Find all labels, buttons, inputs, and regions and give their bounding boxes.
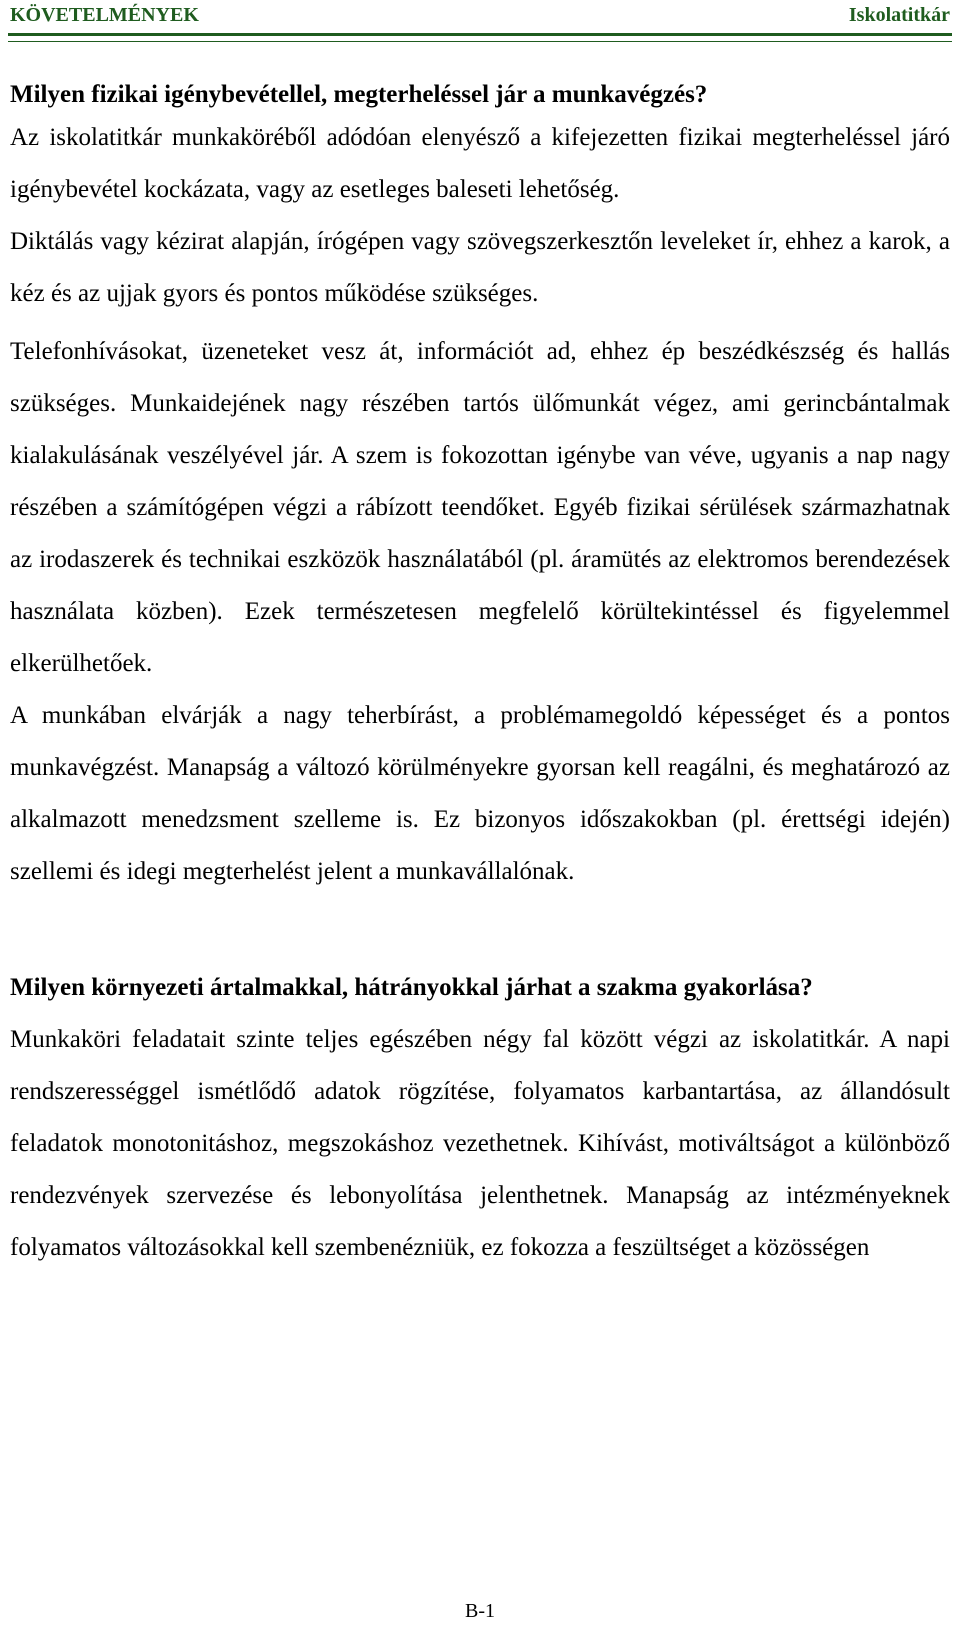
section-spacer [10,898,950,962]
section1-paragraph-1: Az iskolatitkár munkaköréből adódóan elenyésző a kifejezetten fizikai megterheléssel járó igénybevétel kockázata, vagy az esetleges baleseti lehetőség. [10,124,950,203]
header-job-title: Iskolatitkár [848,4,950,26]
page-number: B-1 [465,1600,495,1622]
document-body [10,80,950,1274]
page-footer [0,1600,960,1623]
header-section-title: KÖVETELMÉNYEK [10,4,199,26]
section1-paragraph-4: A munkában elvárják a nagy teherbírást, a problémamegoldó képességet és a pontos munkavégzést. Manapság a változó körülményekre gyorsan kell reagálni, és meghatározó az alkalmazott menedzsment szelleme is. Ez bizonyos időszakokban (pl. érettségi idején) szellemi és idegi megterhelést jelent a munkavállalónak. [10,702,950,885]
section1-paragraph-3: Telefonhívásokat, üzeneteket vesz át, információt ad, ehhez ép beszédkészség és hallás szükséges. Munkaidejének nagy részében tartós ülőmunkát végez, ami gerincbántalmak kialakulásának veszélyével jár. A szem is fokozottan igénybe van véve, ugyanis a nap nagy részében a számítógépen végzi a rábízott teendőket. Egyéb fizikai sérülések származhatnak az irodaszerek és technikai eszközök használatából (pl. áramütés az elektromos berendezések használata közben). Ezek természetesen megfelelő körültekintéssel és figyelemmel elkerülhetőek. [10,338,950,677]
section2-paragraph-1: Munkaköri feladatait szinte teljes egészében négy fal között végzi az iskolatitkár. A napi rendszerességgel ismétlődő adatok rögzítése, folyamatos karbantartása, az állandósult feladatok monotonitáshoz, megszokáshoz vezethetnek. Kihívást, motiváltságot a különböző rendezvények szervezése és lebonyolítása jelenthetnek. Manapság az intézményeknek folyamatos változásokkal kell szembenézniük, ez fokozza a feszültséget a közösségen [10,1026,950,1261]
section1-question: Milyen fizikai igénybevétellel, megterheléssel jár a munkavégzés? [10,81,708,108]
header-divider [8,33,952,42]
section1-paragraph-2: Diktálás vagy kézirat alapján, írógépen vagy szövegszerkesztőn leveleket ír, ehhez a karok, a kéz és az ujjak gyors és pontos működése szükséges. [10,228,950,307]
section2-question: Milyen környezeti ártalmakkal, hátrányokkal járhat a szakma gyakorlása? [10,974,813,1001]
page-header [10,2,950,30]
